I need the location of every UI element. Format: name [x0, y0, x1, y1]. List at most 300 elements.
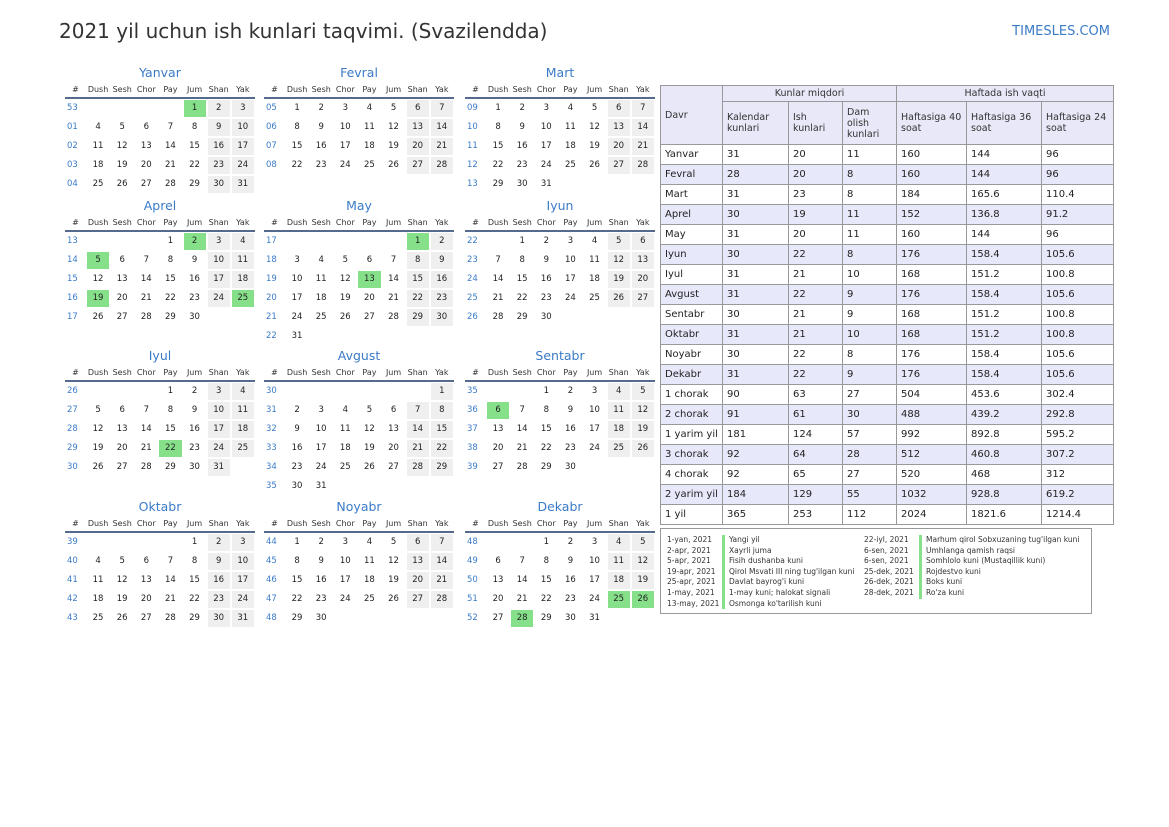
day-cell: 23: [291, 462, 303, 472]
week-number: 13: [467, 179, 478, 189]
week-number: 27: [67, 405, 78, 415]
day-cell: 8: [167, 255, 174, 265]
value-cell: 158.4: [967, 345, 1042, 365]
week-number: 51: [467, 594, 478, 604]
weekday-header: Jum: [183, 366, 207, 382]
weekday-header: Yak: [231, 83, 255, 99]
week-number: 33: [266, 443, 277, 453]
day-cell: 27: [364, 312, 375, 322]
value-cell: 992: [897, 425, 967, 445]
day-cell: 18: [339, 443, 351, 453]
value-cell: 504: [897, 385, 967, 405]
empty-cell: [135, 383, 157, 400]
empty-cell: [135, 100, 157, 117]
holiday-item: [864, 567, 1080, 578]
value-cell: 30: [723, 305, 789, 325]
holiday-name: Rojdestvo kuni: [919, 567, 981, 578]
weekday-header: Pay: [158, 366, 182, 382]
holiday-date: 1-may, 2021: [667, 587, 715, 597]
empty-cell: [232, 309, 254, 326]
value-cell: 184: [723, 485, 789, 505]
day-cell: 22: [431, 440, 453, 457]
value-cell: 63: [789, 385, 843, 405]
day-cell: 2: [318, 103, 324, 113]
day-cell: 21: [516, 443, 528, 453]
holiday-name: 1-may kuni; halokat signali: [722, 588, 830, 599]
value-cell: 31: [723, 265, 789, 285]
day-cell: 26: [388, 594, 399, 604]
table-row: [661, 405, 1114, 425]
weekday-header: Pay: [357, 216, 381, 232]
value-cell: 19: [789, 205, 843, 225]
day-cell: 14: [140, 274, 152, 284]
day-cell: 20: [116, 293, 128, 303]
day-cell: 16: [431, 271, 453, 288]
week-number: 35: [266, 481, 277, 491]
day-cell: 13: [492, 424, 504, 434]
site-link[interactable]: TIMESLES.COM: [1012, 24, 1110, 39]
empty-cell: [511, 383, 533, 400]
day-cell: 5: [390, 537, 397, 547]
value-cell: 22: [789, 365, 843, 385]
table-row: [661, 385, 1114, 405]
day-cell: 29: [540, 462, 552, 472]
holiday-date: 13-may, 2021: [667, 598, 720, 608]
week-number: 13: [67, 236, 78, 246]
value-cell: 928.8: [967, 485, 1042, 505]
day-cell: 11: [92, 141, 104, 151]
weekday-header: Dush: [86, 517, 110, 533]
day-cell: 22: [165, 293, 176, 303]
day-cell: 31: [232, 176, 254, 193]
day-cell: 27: [388, 462, 399, 472]
day-cell: 29: [540, 613, 552, 623]
day-cell: 22: [159, 440, 181, 457]
day-cell: 25: [608, 591, 630, 608]
day-cell: 24: [339, 160, 351, 170]
day-cell: 11: [589, 255, 600, 265]
day-cell: 10: [589, 556, 600, 566]
day-cell: 2: [543, 236, 550, 246]
day-cell: 5: [366, 405, 373, 415]
week-number: 39: [67, 537, 78, 547]
day-cell: 12: [92, 274, 104, 284]
day-cell: 27: [608, 157, 630, 174]
day-cell: 16: [516, 141, 528, 151]
empty-cell: [608, 459, 630, 476]
day-cell: 20: [407, 138, 429, 155]
day-cell: 2: [431, 233, 453, 250]
holiday-date: 6-sen, 2021: [864, 545, 909, 555]
weekday-header: Sesh: [110, 83, 134, 99]
week-number: 23: [467, 255, 478, 265]
value-cell: 11: [843, 225, 897, 245]
day-cell: 10: [565, 255, 576, 265]
day-cell: 19: [116, 594, 128, 604]
day-cell: 3: [342, 537, 349, 547]
holiday-name: Fisih dushanba kuni: [722, 556, 803, 567]
day-cell: 27: [116, 462, 128, 472]
weekday-header: Yak: [430, 366, 454, 382]
day-cell: 14: [431, 553, 453, 570]
day-cell: 24: [565, 293, 576, 303]
day-cell: 13: [407, 553, 429, 570]
empty-cell: [310, 328, 332, 345]
weekday-header: Pay: [558, 216, 582, 232]
day-cell: 21: [492, 293, 504, 303]
weekday-header: Shan: [207, 83, 231, 99]
value-cell: 8: [843, 185, 897, 205]
table-row: [661, 345, 1114, 365]
weekday-header: Pay: [158, 83, 182, 99]
week-number: 26: [67, 386, 78, 396]
weekday-header: Sesh: [110, 366, 134, 382]
day-cell: 24: [589, 443, 600, 453]
holiday-name: Qirol Msvati III ning tug'ilgan kuni: [722, 567, 854, 578]
table-row: [661, 365, 1114, 385]
day-cell: 10: [339, 122, 351, 132]
value-cell: 10: [843, 265, 897, 285]
value-cell: 11: [843, 145, 897, 165]
table-row: [661, 225, 1114, 245]
day-cell: 15: [189, 575, 200, 585]
day-cell: 6: [608, 100, 630, 117]
value-cell: 176: [897, 245, 967, 265]
value-cell: 307.2: [1042, 445, 1114, 465]
week-number: 20: [266, 293, 277, 303]
day-cell: 7: [167, 556, 174, 566]
day-cell: 7: [143, 255, 150, 265]
day-cell: 24: [315, 462, 327, 472]
value-cell: 151.2: [967, 325, 1042, 345]
week-number: 35: [467, 386, 478, 396]
day-cell: 10: [232, 119, 254, 136]
day-cell: 14: [165, 141, 176, 151]
day-cell: 22: [516, 293, 528, 303]
empty-cell: [334, 328, 356, 345]
value-cell: 22: [789, 345, 843, 365]
day-cell: 25: [315, 312, 327, 322]
holiday-item: [864, 535, 1080, 546]
value-cell: 30: [843, 405, 897, 425]
day-cell: 3: [318, 405, 324, 415]
day-cell: 17: [339, 575, 351, 585]
day-cell: 7: [632, 100, 654, 117]
value-cell: 124: [789, 425, 843, 445]
day-cell: 11: [232, 252, 254, 269]
value-cell: 100.8: [1042, 305, 1114, 325]
holiday-date: 26-dek, 2021: [864, 577, 914, 587]
day-cell: 16: [208, 138, 230, 155]
day-cell: 9: [191, 405, 198, 415]
day-cell: 21: [388, 293, 399, 303]
value-cell: 30: [723, 245, 789, 265]
day-cell: 19: [632, 572, 654, 589]
empty-cell: [487, 383, 509, 400]
day-cell: 26: [92, 312, 104, 322]
day-cell: 9: [318, 556, 324, 566]
empty-cell: [608, 610, 630, 627]
day-cell: 27: [632, 290, 654, 307]
day-cell: 21: [407, 440, 429, 457]
month-calendar: [65, 348, 255, 477]
holiday-date: 25-dek, 2021: [864, 566, 914, 576]
day-cell: 26: [92, 462, 104, 472]
day-cell: 2: [567, 537, 574, 547]
day-cell: 17: [540, 141, 552, 151]
weekday-header: Pay: [558, 517, 582, 533]
period-cell: Mart: [661, 185, 723, 205]
day-cell: 7: [407, 402, 429, 419]
day-cell: 13: [140, 141, 152, 151]
month-name: Dekabr: [537, 499, 583, 514]
week-number: 19: [266, 274, 277, 284]
empty-cell: [407, 610, 429, 627]
day-cell: 4: [232, 383, 254, 400]
day-cell: 1: [495, 103, 501, 113]
day-cell: 25: [608, 440, 630, 457]
day-cell: 31: [291, 331, 303, 341]
period-cell: Iyul: [661, 265, 723, 285]
week-number: 22: [266, 331, 277, 341]
table-row: [661, 265, 1114, 285]
days-group-header: Kunlar miqdori: [723, 86, 897, 102]
day-cell: 26: [364, 462, 375, 472]
weekday-header: Dush: [285, 517, 309, 533]
week-number: 08: [266, 160, 277, 170]
day-cell: 17: [315, 443, 327, 453]
week-number: 48: [266, 613, 277, 623]
empty-cell: [286, 383, 308, 400]
weekday-header: Chor: [134, 216, 158, 232]
weekday-header: Sesh: [510, 517, 534, 533]
value-cell: 92: [723, 465, 789, 485]
period-header: Davr: [661, 86, 723, 145]
day-cell: 2: [318, 537, 324, 547]
empty-cell: [310, 233, 332, 250]
day-cell: 25: [364, 594, 375, 604]
day-cell: 28: [431, 157, 453, 174]
weekday-header: Chor: [534, 83, 558, 99]
day-cell: 18: [565, 141, 576, 151]
weekday-header: #: [65, 517, 86, 533]
day-cell: 26: [339, 312, 351, 322]
week-number: 36: [467, 405, 478, 415]
day-cell: 29: [189, 613, 200, 623]
day-cell: 14: [516, 424, 528, 434]
day-cell: 1: [167, 236, 174, 246]
value-cell: 2024: [897, 505, 967, 525]
holiday-name: Boks kuni: [919, 577, 962, 588]
value-cell: 105.6: [1042, 285, 1114, 305]
period-cell: Sentabr: [661, 305, 723, 325]
day-cell: 1: [431, 383, 453, 400]
value-cell: 595.2: [1042, 425, 1114, 445]
weekday-header: Jum: [183, 83, 207, 99]
day-cell: 11: [92, 575, 104, 585]
day-cell: 27: [492, 462, 504, 472]
week-number: 32: [266, 424, 277, 434]
day-cell: 1: [407, 233, 429, 250]
day-cell: 28: [407, 459, 429, 476]
day-cell: 5: [632, 534, 654, 551]
day-cell: 20: [492, 443, 504, 453]
value-cell: 55: [843, 485, 897, 505]
day-cell: 15: [407, 271, 429, 288]
day-cell: 26: [632, 591, 654, 608]
value-cell: 365: [723, 505, 789, 525]
day-cell: 20: [116, 443, 128, 453]
day-cell: 28: [516, 462, 528, 472]
week-number: 30: [67, 462, 78, 472]
day-cell: 29: [407, 309, 429, 326]
day-cell: 13: [608, 119, 630, 136]
day-cell: 30: [291, 481, 303, 491]
weekday-header: Sesh: [309, 366, 333, 382]
day-cell: 3: [591, 537, 598, 547]
day-cell: 7: [390, 255, 397, 265]
day-cell: 17: [291, 293, 303, 303]
month-calendar: [264, 65, 454, 175]
day-cell: 3: [567, 236, 574, 246]
day-cell: 17: [232, 138, 254, 155]
week-number: 22: [467, 236, 478, 246]
day-cell: 4: [567, 103, 574, 113]
value-cell: 520: [897, 465, 967, 485]
value-cell: 28: [723, 165, 789, 185]
day-cell: 30: [565, 462, 576, 472]
weekday-header: Jum: [382, 517, 406, 533]
day-cell: 25: [92, 613, 104, 623]
weekday-header: Chor: [333, 216, 357, 232]
day-cell: 15: [540, 424, 552, 434]
weekday-header: Chor: [534, 517, 558, 533]
weekday-header: Dush: [86, 216, 110, 232]
day-cell: 8: [543, 556, 550, 566]
day-cell: 14: [165, 575, 176, 585]
week-number: 06: [266, 122, 277, 132]
holiday-item: [667, 546, 854, 557]
day-cell: 17: [208, 271, 230, 288]
empty-cell: [431, 478, 453, 495]
week-number: 09: [467, 103, 478, 113]
day-cell: 15: [189, 141, 200, 151]
weekday-header: Sesh: [510, 216, 534, 232]
value-cell: 21: [789, 305, 843, 325]
empty-cell: [431, 328, 453, 345]
holiday-item: [667, 577, 854, 588]
day-cell: 8: [294, 556, 300, 566]
month-name: Avgust: [337, 348, 381, 363]
day-cell: 12: [116, 141, 128, 151]
day-cell: 9: [191, 255, 198, 265]
weekday-header: Shan: [406, 83, 430, 99]
empty-cell: [334, 478, 356, 495]
week-number: 15: [67, 274, 78, 284]
holiday-name: Yangi yil: [722, 535, 760, 546]
day-cell: 19: [388, 575, 399, 585]
weekday-header: Yak: [231, 517, 255, 533]
day-cell: 13: [407, 119, 429, 136]
weekday-header: Chor: [534, 366, 558, 382]
day-cell: 24: [540, 160, 552, 170]
value-cell: 176: [897, 365, 967, 385]
day-cell: 6: [390, 405, 397, 415]
day-cell: 20: [492, 594, 504, 604]
value-cell: 100.8: [1042, 325, 1114, 345]
column-header: Haftasiga 24 soat: [1042, 102, 1114, 145]
day-cell: 21: [431, 572, 453, 589]
day-cell: 24: [291, 312, 303, 322]
day-cell: 1: [543, 386, 550, 396]
value-cell: 27: [843, 465, 897, 485]
day-cell: 7: [519, 405, 525, 415]
month-calendar: [465, 198, 655, 327]
month-calendar: [65, 499, 255, 628]
week-number: 18: [266, 255, 277, 265]
day-cell: 9: [543, 255, 550, 265]
weekday-header: #: [465, 517, 486, 533]
month-name: Sentabr: [535, 348, 585, 363]
day-cell: 12: [364, 424, 375, 434]
day-cell: 31: [315, 481, 327, 491]
day-cell: 17: [339, 141, 351, 151]
weekday-header: #: [65, 366, 86, 382]
month-name: Fevral: [340, 65, 378, 80]
day-cell: 1: [519, 236, 525, 246]
value-cell: 65: [789, 465, 843, 485]
week-number: 29: [67, 443, 78, 453]
empty-cell: [584, 176, 606, 193]
day-cell: 13: [632, 252, 654, 269]
day-cell: 21: [632, 138, 654, 155]
column-header: Haftasiga 36 soat: [967, 102, 1042, 145]
day-cell: 31: [232, 610, 254, 627]
table-row: [661, 185, 1114, 205]
day-cell: 4: [366, 537, 373, 547]
day-cell: 28: [140, 312, 152, 322]
day-cell: 21: [165, 160, 176, 170]
week-number: 41: [67, 575, 78, 585]
month-name: Iyun: [546, 198, 574, 213]
empty-cell: [559, 176, 581, 193]
day-cell: 9: [567, 556, 574, 566]
empty-cell: [310, 383, 332, 400]
weekday-header: Shan: [406, 517, 430, 533]
weekday-header: Chor: [134, 83, 158, 99]
holiday-item: [667, 588, 854, 599]
week-number: 39: [467, 462, 478, 472]
day-cell: 19: [339, 293, 351, 303]
day-cell: 25: [364, 160, 375, 170]
column-header: Kalendar kunlari: [723, 102, 789, 145]
day-cell: 18: [315, 293, 327, 303]
holiday-item: [864, 588, 1080, 599]
value-cell: 439.2: [967, 405, 1042, 425]
day-cell: 3: [232, 534, 254, 551]
holiday-name: Ro'za kuni: [919, 588, 964, 599]
day-cell: 14: [407, 421, 429, 438]
day-cell: 14: [388, 274, 399, 284]
value-cell: 105.6: [1042, 365, 1114, 385]
empty-cell: [111, 383, 133, 400]
day-cell: 20: [364, 293, 375, 303]
weekday-header: Chor: [333, 83, 357, 99]
day-cell: 14: [492, 274, 504, 284]
day-cell: 8: [191, 556, 198, 566]
day-cell: 18: [608, 572, 630, 589]
value-cell: 160: [897, 145, 967, 165]
